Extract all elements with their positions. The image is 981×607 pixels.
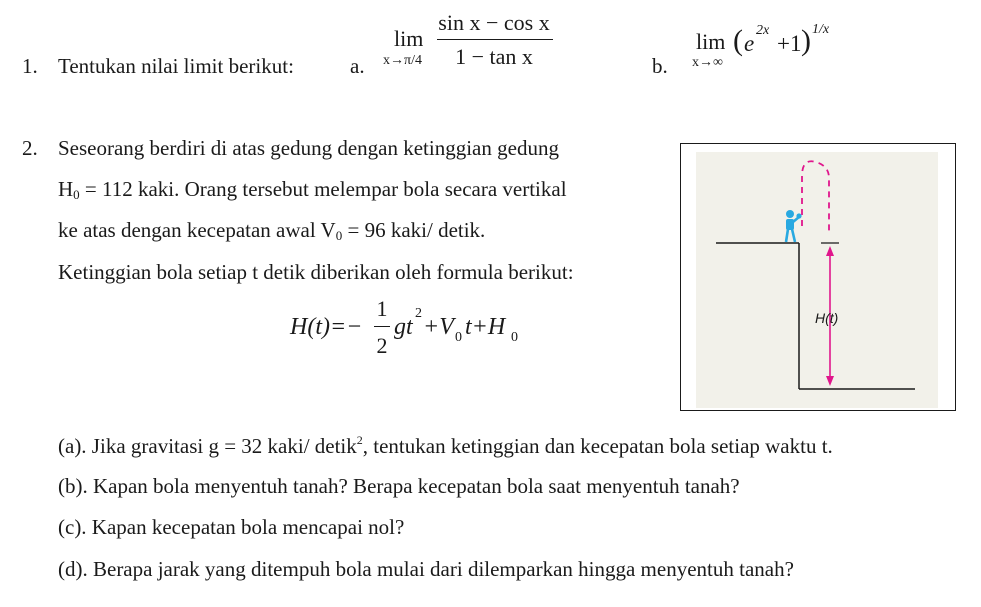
v0-subscript: 0 (335, 228, 343, 243)
question-a-superscript: 2 (356, 433, 363, 447)
problem-2-line-2 (58, 179, 567, 201)
formula-v-subscript: 0 (455, 330, 462, 345)
formula-lhs: H(t)=− (290, 314, 363, 340)
line-3-text: ke atas dengan kecepatan awal V (58, 218, 336, 242)
figure-background (696, 152, 938, 408)
problem-2-line-4: Ketinggian bola setiap t detik diberikan oleh formula berikut: (58, 260, 574, 284)
part-b-plus-one: +1 (777, 31, 802, 56)
problem-1-number: 1. (22, 54, 38, 78)
formula-t-plus-h: t+H (465, 314, 506, 340)
part-a-label: a. (350, 54, 365, 78)
formula-frac-den: 2 (376, 333, 388, 358)
formula-frac-num: 1 (376, 296, 388, 321)
building-diagram (681, 144, 955, 410)
problem-2-line-1: Seseorang berdiri di atas gedung dengan ketinggian gedung (58, 136, 559, 160)
part-b-label: b. (652, 54, 668, 78)
building-figure (680, 143, 956, 411)
question-d: (d). Berapa jarak yang ditempuh bola mulai dari dilemparkan hingga menyentuh tanah? (58, 557, 794, 581)
line-2-text: = 112 kaki. Orang tersebut melempar bola secara vertikal (79, 177, 567, 201)
height-label: H(t) (815, 310, 839, 326)
part-b-close-paren: ) (801, 24, 811, 57)
question-a-text: (a). Jika gravitasi g = 32 kaki/ detik (58, 434, 357, 458)
line-3-value: = 96 kaki/ detik. (342, 218, 486, 242)
question-b: (b). Kapan bola menyentuh tanah? Berapa kecepatan bola saat menyentuh tanah? (58, 474, 740, 498)
part-a-fraction-bar (437, 39, 553, 40)
question-a-rest: , tentukan ketinggian dan kecepatan bola setiap waktu t. (362, 434, 833, 458)
part-b-inner-exponent: 2x (756, 23, 770, 38)
part-b-outer-exponent: 1/x (812, 22, 830, 37)
formula-h-subscript: 0 (511, 330, 518, 345)
part-a-denominator: 1 − tan x (455, 44, 533, 69)
formula-t-exponent: 2 (415, 306, 422, 321)
h0-symbol: H (58, 177, 74, 201)
problem-2-number: 2. (22, 136, 38, 160)
part-a-lim: lim (394, 26, 424, 51)
part-b-open-paren: ( (733, 24, 743, 57)
problem-1-prompt: Tentukan nilai limit berikut: (58, 54, 294, 78)
question-a (58, 434, 833, 457)
h0-subscript: 0 (73, 187, 80, 202)
part-a-numerator: sin x − cos x (438, 10, 550, 35)
part-b-lim: lim (696, 29, 726, 54)
part-b-base: e (744, 31, 755, 56)
formula-plus-v: +V (423, 314, 454, 340)
part-b-lim-under: x→∞ (692, 55, 723, 70)
part-a-lim-under: x→π/4 (383, 53, 422, 68)
formula-gt: gt (394, 314, 413, 340)
problem-2-line-3 (58, 220, 485, 242)
formula-frac-bar (374, 326, 390, 327)
question-c: (c). Kapan kecepatan bola mencapai nol? (58, 515, 405, 539)
